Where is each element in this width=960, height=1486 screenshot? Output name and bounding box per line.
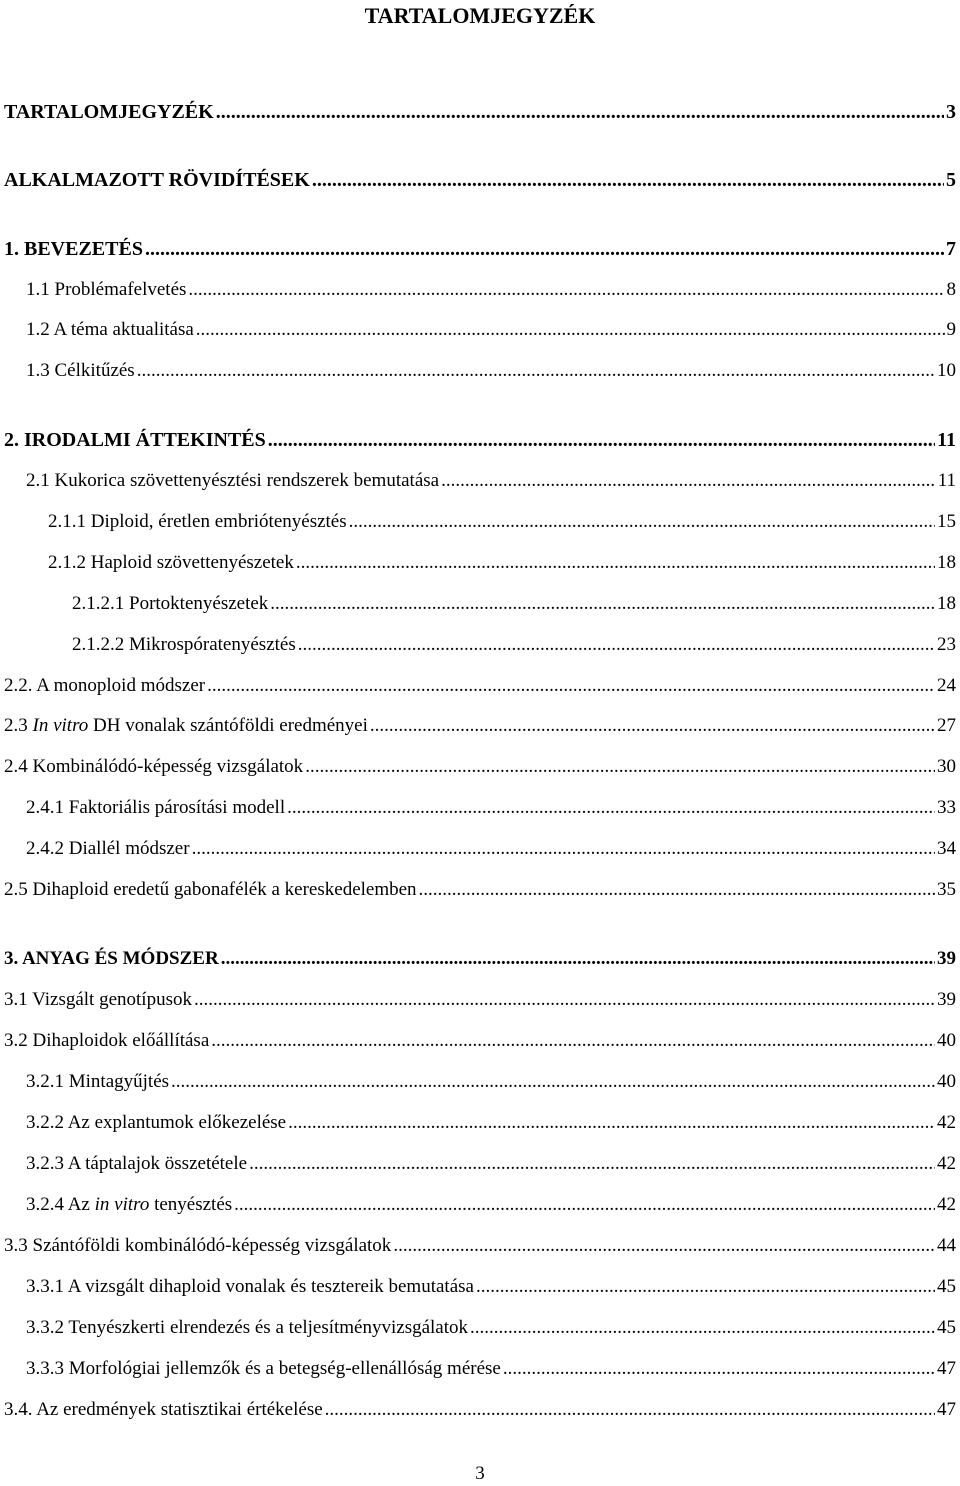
toc-entry-label: 3.4. Az eredmények statisztikai értékelése — [4, 1399, 323, 1420]
toc-dot-leader — [216, 98, 944, 126]
toc-entry[interactable] — [26, 1150, 956, 1178]
toc-dot-leader — [221, 945, 935, 973]
toc-entry[interactable] — [26, 467, 956, 495]
toc-entry-page: 42 — [937, 1112, 956, 1133]
toc-entry-label: 1. BEVEZETÉS — [4, 238, 143, 260]
toc-entry-label: 2.1.2 Haploid szövettenyészetek — [48, 552, 294, 573]
toc-entry-page: 45 — [937, 1317, 956, 1338]
toc-dot-leader — [207, 672, 935, 700]
toc-entry-label: 3.2.4 Az in vitro tenyésztés — [26, 1194, 233, 1215]
toc-entry-label: 2.1 Kukorica szövettenyésztési rendszerek bemutatása — [26, 470, 440, 491]
toc-entry[interactable] — [26, 1191, 956, 1219]
toc-entry-page: 8 — [946, 279, 956, 300]
toc-dot-leader — [312, 166, 944, 194]
toc-entry[interactable] — [4, 945, 956, 973]
toc-entry[interactable] — [4, 235, 956, 263]
toc-entry-label: TARTALOMJEGYZÉK — [4, 101, 214, 123]
toc-dot-leader — [270, 590, 935, 618]
toc-entry-page: 40 — [937, 1030, 956, 1051]
toc-entry-page: 23 — [937, 634, 956, 655]
toc-entry-label: 1.2 A téma aktualitása — [26, 319, 194, 340]
toc-dot-leader — [194, 986, 935, 1014]
toc-entry-page: 39 — [937, 989, 956, 1010]
toc-entry-page: 45 — [937, 1276, 956, 1297]
toc-entry[interactable] — [4, 1027, 956, 1055]
toc-entry[interactable] — [72, 631, 956, 659]
toc-entry[interactable] — [4, 986, 956, 1014]
toc-entry-label: 2.2. A monoploid módszer — [4, 675, 206, 696]
toc-entry-page: 18 — [937, 593, 956, 614]
toc-entry-page: 47 — [937, 1358, 956, 1379]
toc-entry-page: 42 — [937, 1194, 956, 1215]
toc-entry-page: 42 — [937, 1153, 956, 1174]
toc-entry-page: 27 — [937, 715, 956, 736]
toc-entry[interactable] — [72, 590, 956, 618]
toc-dot-leader — [145, 235, 944, 263]
toc-dot-leader — [325, 1396, 935, 1424]
toc-entry[interactable] — [4, 166, 956, 194]
toc-dot-leader — [419, 876, 935, 904]
toc-entry-label: 3.3.3 Morfológiai jellemzők és a betegség-ellenállóság mérése — [26, 1358, 501, 1379]
toc-entry-label: 2.3 In vitro DH vonalak szántóföldi eredményei — [4, 715, 368, 736]
toc-entry-page: 9 — [946, 319, 956, 340]
toc-entry-page: 3 — [946, 101, 956, 123]
toc-entry-label: 1.3 Célkitűzés — [26, 360, 135, 381]
toc-entry-label: 2.1.1 Diploid, éretlen embriótenyésztés — [48, 511, 347, 532]
toc-entry[interactable] — [4, 1232, 956, 1260]
toc-entry-label: 2.4 Kombinálódó-képesség vizsgálatok — [4, 756, 304, 777]
toc-dot-leader — [503, 1355, 935, 1383]
toc-entry-page: 18 — [937, 552, 956, 573]
toc-entry-label: 2.5 Dihaploid eredetű gabonafélék a kereskedelemben — [4, 879, 417, 900]
toc-dot-leader — [305, 753, 935, 781]
toc-entry[interactable] — [4, 672, 956, 700]
toc-dot-leader — [441, 467, 936, 495]
toc-entry[interactable] — [4, 712, 956, 740]
toc-entry[interactable] — [48, 549, 956, 577]
toc-entry-page: 30 — [937, 756, 956, 777]
toc-dot-leader — [296, 549, 935, 577]
toc-entry-label: 3.2.3 A táptalajok összetétele — [26, 1153, 248, 1174]
toc-entry-page: 15 — [937, 511, 956, 532]
toc-entry[interactable] — [4, 426, 956, 454]
toc-entry[interactable] — [26, 1068, 956, 1096]
toc-entry-label: 2. IRODALMI ÁTTEKINTÉS — [4, 429, 266, 451]
toc-dot-leader — [171, 1068, 935, 1096]
toc-entry[interactable] — [26, 276, 956, 304]
toc-dot-leader — [188, 276, 944, 304]
toc-entry-page: 11 — [937, 470, 956, 491]
toc-dot-leader — [476, 1273, 935, 1301]
toc-dot-leader — [211, 1027, 935, 1055]
toc-entry-label: 3.3.1 A vizsgált dihaploid vonalak és tesztereik bemutatása — [26, 1276, 474, 1297]
toc-entry-page: 40 — [937, 1071, 956, 1092]
toc-dot-leader — [298, 631, 935, 659]
toc-entry[interactable] — [26, 1355, 956, 1383]
page-number: 3 — [475, 1463, 485, 1484]
toc-entry[interactable] — [26, 357, 956, 385]
toc-entry-page: 11 — [937, 429, 956, 451]
toc-entry[interactable] — [4, 98, 956, 126]
toc-entry-label: 3.2.1 Mintagyűjtés — [26, 1071, 170, 1092]
toc-entry[interactable] — [26, 316, 956, 344]
toc-entry-page: 39 — [937, 948, 956, 969]
toc-dot-leader — [470, 1314, 935, 1342]
toc-entry-page: 33 — [937, 797, 956, 818]
toc-entry-label: ALKALMAZOTT RÖVIDÍTÉSEK — [4, 169, 310, 191]
toc-dot-leader — [288, 1109, 935, 1137]
toc-dot-leader — [268, 426, 935, 454]
toc-entry[interactable] — [4, 753, 956, 781]
toc-entry-page: 7 — [946, 238, 956, 260]
toc-entry-label: 1.1 Problémafelvetés — [26, 279, 187, 300]
toc-entry-page: 47 — [937, 1399, 956, 1420]
toc-entry-label: 2.4.2 Diallél módszer — [26, 838, 190, 859]
toc-entry-label: 3.2.2 Az explantumok előkezelése — [26, 1112, 287, 1133]
toc-entry[interactable] — [4, 1396, 956, 1424]
toc-entry[interactable] — [26, 1109, 956, 1137]
toc-entry[interactable] — [26, 835, 956, 863]
toc-entry-page: 24 — [937, 675, 956, 696]
toc-entry-page: 10 — [937, 360, 956, 381]
toc-entry-label: 2.4.1 Faktoriális párosítási modell — [26, 797, 286, 818]
toc-entry-label: 3.2 Dihaploidok előállítása — [4, 1030, 210, 1051]
page-title: TARTALOMJEGYZÉK — [364, 3, 596, 28]
toc-entry[interactable] — [26, 1314, 956, 1342]
toc-entry-page: 34 — [937, 838, 956, 859]
toc-entry-label: 3. ANYAG ÉS MÓDSZER — [4, 948, 219, 969]
toc-dot-leader — [249, 1150, 935, 1178]
toc-dot-leader — [393, 1232, 935, 1260]
toc-entry-page: 35 — [937, 879, 956, 900]
toc-entry-label: 3.3.2 Tenyészkerti elrendezés és a teljesítményvizsgálatok — [26, 1317, 469, 1338]
toc-dot-leader — [287, 794, 935, 822]
toc-entry-label: 3.1 Vizsgált genotípusok — [4, 989, 192, 1010]
toc-dot-leader — [370, 712, 935, 740]
toc-entry-label: 3.3 Szántóföldi kombinálódó-képesség vizsgálatok — [4, 1235, 392, 1256]
toc-entry[interactable] — [48, 508, 956, 536]
toc-entry-page: 5 — [946, 169, 956, 191]
toc-entry-page: 44 — [937, 1235, 956, 1256]
toc-entry[interactable] — [26, 1273, 956, 1301]
toc-dot-leader — [137, 357, 935, 385]
toc-entry-label: 2.1.2.1 Portoktenyészetek — [72, 593, 269, 614]
toc-dot-leader — [349, 508, 935, 536]
toc-entry[interactable] — [26, 794, 956, 822]
toc-dot-leader — [196, 316, 945, 344]
toc-dot-leader — [192, 835, 935, 863]
toc-dot-leader — [234, 1191, 935, 1219]
toc-entry[interactable] — [4, 876, 956, 904]
toc-entry-label: 2.1.2.2 Mikrospóratenyésztés — [72, 634, 296, 655]
